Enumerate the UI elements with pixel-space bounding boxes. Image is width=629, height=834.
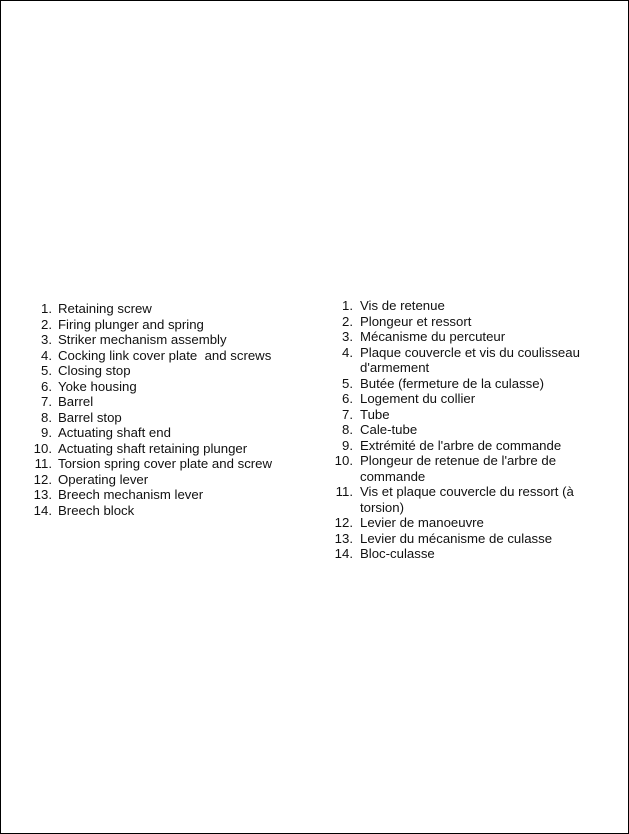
item-text: Yoke housing xyxy=(58,378,137,394)
list-item xyxy=(30,363,320,379)
item-text: Plaque couvercle et vis du coulisseau d'armement xyxy=(360,344,580,375)
list-item xyxy=(30,425,320,441)
list-item xyxy=(30,379,320,395)
item-number: 13. xyxy=(334,530,353,546)
item-number: 8. xyxy=(41,409,52,425)
item-text: Bloc-culasse xyxy=(360,546,435,561)
item-text: Butée (fermeture de la culasse) xyxy=(360,375,544,391)
item-text: Actuating shaft retaining plunger xyxy=(58,440,248,456)
item-text: Retaining screw xyxy=(58,301,152,316)
item-text: Breech mechanism lever xyxy=(58,487,204,502)
list-item xyxy=(329,438,619,454)
item-number: 2. xyxy=(41,316,52,332)
list-item xyxy=(329,484,619,515)
item-number: 3. xyxy=(41,332,52,347)
item-number: 4. xyxy=(41,347,52,363)
item-number: 9. xyxy=(342,437,353,453)
list-item xyxy=(30,441,320,457)
list-item xyxy=(329,515,619,531)
list-item xyxy=(329,345,619,376)
french-parts-list xyxy=(329,298,619,562)
item-number: 3. xyxy=(342,329,353,344)
item-text: Logement du collier xyxy=(360,391,476,406)
list-item xyxy=(30,348,320,364)
item-number: 1. xyxy=(41,301,52,316)
list-item xyxy=(30,410,320,426)
item-number: 14. xyxy=(334,546,353,561)
item-number: 5. xyxy=(342,375,353,391)
list-item xyxy=(30,394,320,410)
item-text: Barrel xyxy=(58,394,94,409)
item-text: Cocking link cover plate and screws xyxy=(58,347,272,363)
item-number: 6. xyxy=(41,378,52,394)
item-number: 9. xyxy=(41,425,52,440)
item-number: 14. xyxy=(33,502,52,518)
item-text: Levier du mécanisme de culasse xyxy=(360,530,553,546)
list-item xyxy=(30,456,320,472)
list-item xyxy=(329,314,619,330)
item-text: Torsion spring cover plate and screw xyxy=(58,456,273,471)
item-number: 11. xyxy=(335,484,353,499)
list-item xyxy=(30,317,320,333)
list-item xyxy=(30,301,320,317)
item-text: Mécanisme du percuteur xyxy=(360,329,506,344)
list-item xyxy=(329,546,619,562)
item-number: 4. xyxy=(342,344,353,360)
item-text: Firing plunger and spring xyxy=(58,316,204,332)
item-text: Vis de retenue xyxy=(360,298,445,313)
item-text: Striker mechanism assembly xyxy=(58,332,227,347)
item-text: Barrel stop xyxy=(58,409,122,425)
item-number: 13. xyxy=(33,487,52,502)
item-number: 7. xyxy=(342,406,353,422)
list-item xyxy=(30,472,320,488)
list-item xyxy=(329,391,619,407)
item-number: 7. xyxy=(41,394,52,409)
list-item xyxy=(329,298,619,314)
list-item xyxy=(329,329,619,345)
item-number: 2. xyxy=(342,313,353,329)
item-number: 1. xyxy=(342,298,353,313)
list-item xyxy=(30,332,320,348)
list-item xyxy=(329,453,619,484)
item-number: 10. xyxy=(33,440,52,456)
list-item xyxy=(329,422,619,438)
item-text: Closing stop xyxy=(58,363,131,378)
item-number: 6. xyxy=(342,391,353,406)
item-text: Actuating shaft end xyxy=(58,425,171,440)
item-text: Tube xyxy=(360,406,390,422)
item-text: Extrémité de l'arbre de commande xyxy=(360,437,562,453)
item-text: Breech block xyxy=(58,502,135,518)
item-text: Plongeur de retenue de l'arbre de commande xyxy=(360,453,557,484)
list-item xyxy=(329,376,619,392)
list-item xyxy=(329,531,619,547)
item-text: Levier de manoeuvre xyxy=(360,515,484,530)
english-parts-list xyxy=(30,301,320,518)
item-text: Operating lever xyxy=(58,471,149,487)
item-number: 12. xyxy=(334,515,353,530)
item-number: 10. xyxy=(334,453,353,468)
item-number: 11. xyxy=(34,456,52,471)
list-item xyxy=(329,407,619,423)
item-text: Cale-tube xyxy=(360,422,418,437)
item-number: 12. xyxy=(33,471,52,487)
item-number: 5. xyxy=(41,363,52,378)
list-item xyxy=(30,487,320,503)
item-text: Plongeur et ressort xyxy=(360,313,472,329)
item-text: Vis et plaque couvercle du ressort (à torsion) xyxy=(360,484,574,515)
item-number: 8. xyxy=(342,422,353,437)
list-item xyxy=(30,503,320,519)
